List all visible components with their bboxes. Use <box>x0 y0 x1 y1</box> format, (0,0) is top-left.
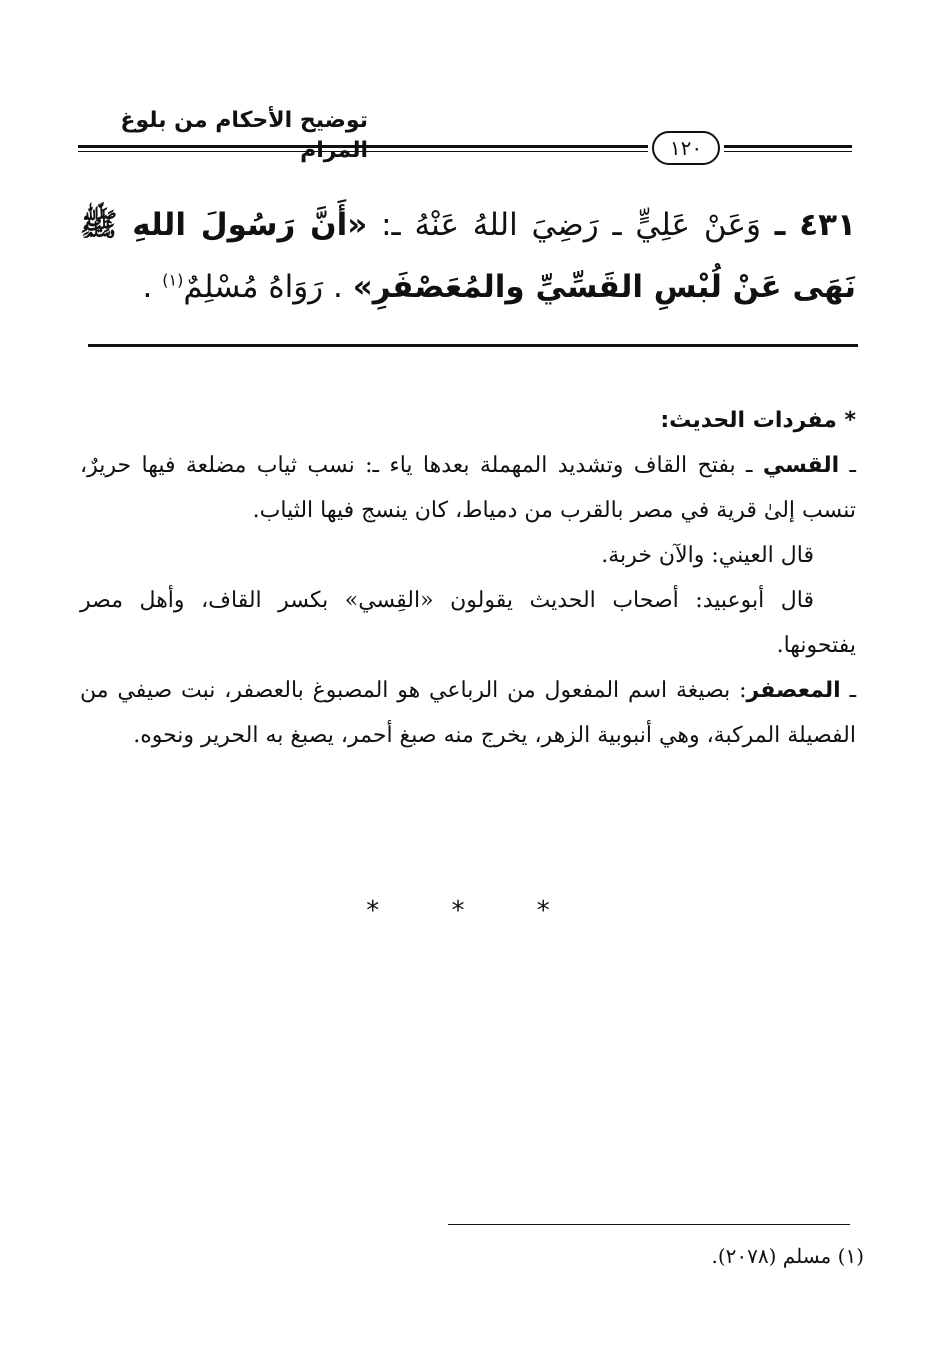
entry-term: المعصفر <box>746 678 841 703</box>
vocab-heading: * مفردات الحديث: <box>660 408 856 433</box>
abu-ubaid-quote: قال أبوعبيد: أصحاب الحديث يقولون «القِسي» بكسر القاف، وأهل مصر يفتحونها. <box>80 588 856 658</box>
hadith-block <box>80 194 856 318</box>
entry-text: ـ بفتح القاف وتشديد المهملة بعدها ياء ـ: نسب ثياب مضلعة فيها حريرٌ، تنسب إلىٰ قرية في مصر بالقرب من دمياط، كان ينسج فيها الثياب. <box>80 453 856 523</box>
footnote-rule <box>448 1224 850 1225</box>
header-rule-right-thick <box>724 145 852 148</box>
running-title: توضيح الأحكام من بلوغ <box>120 108 368 133</box>
page-number: ١٢٠ <box>652 131 720 165</box>
header-rule-left-thick <box>78 145 648 148</box>
aini-quote: قال العيني: والآن خربة. <box>601 543 814 568</box>
entry-dash: ـ <box>849 678 857 703</box>
footnote-reference[interactable]: (١) <box>162 270 184 290</box>
hadith-quote: «أَنَّ رَسُولَ اللهِ ﷺ نَهَى عَنْ لُبْسِ القَسِّيِّ والمُعَصْفَرِ» <box>80 207 856 305</box>
footnote: (١) مسلم (٢٠٧٨). <box>711 1244 864 1268</box>
vocab-section <box>80 398 856 758</box>
hadith-divider <box>88 344 858 347</box>
hadith-end: . <box>142 269 153 305</box>
entry-dash: ـ <box>849 453 856 478</box>
vocab-entry-qassi <box>80 443 856 533</box>
section-separator: * * * <box>366 896 582 926</box>
hadith-narrator: وَعَنْ عَلِيٍّ ـ رَضِيَ اللهُ عَنْهُ ـ: <box>381 207 761 243</box>
entry-term: القسي <box>762 453 840 478</box>
hadith-number: ٤٣١ <box>799 207 856 243</box>
vocab-entry-muasfar <box>80 668 856 758</box>
entry-text: : بصيغة اسم المفعول من الرباعي هو المصبوغ بالعصفر، نبت صيفي من الفصيلة المركبة، وهي أنبوبية الزهر، يخرج منه صبغ أحمر، يصبغ به الحرير ونحوه. <box>80 678 856 748</box>
header-rule-left-thin <box>78 151 648 152</box>
hadith-number-dash: ـ <box>774 207 786 243</box>
hadith-source: . رَوَاهُ مُسْلِمٌ <box>183 269 343 305</box>
header-rule-right-thin <box>724 151 852 152</box>
